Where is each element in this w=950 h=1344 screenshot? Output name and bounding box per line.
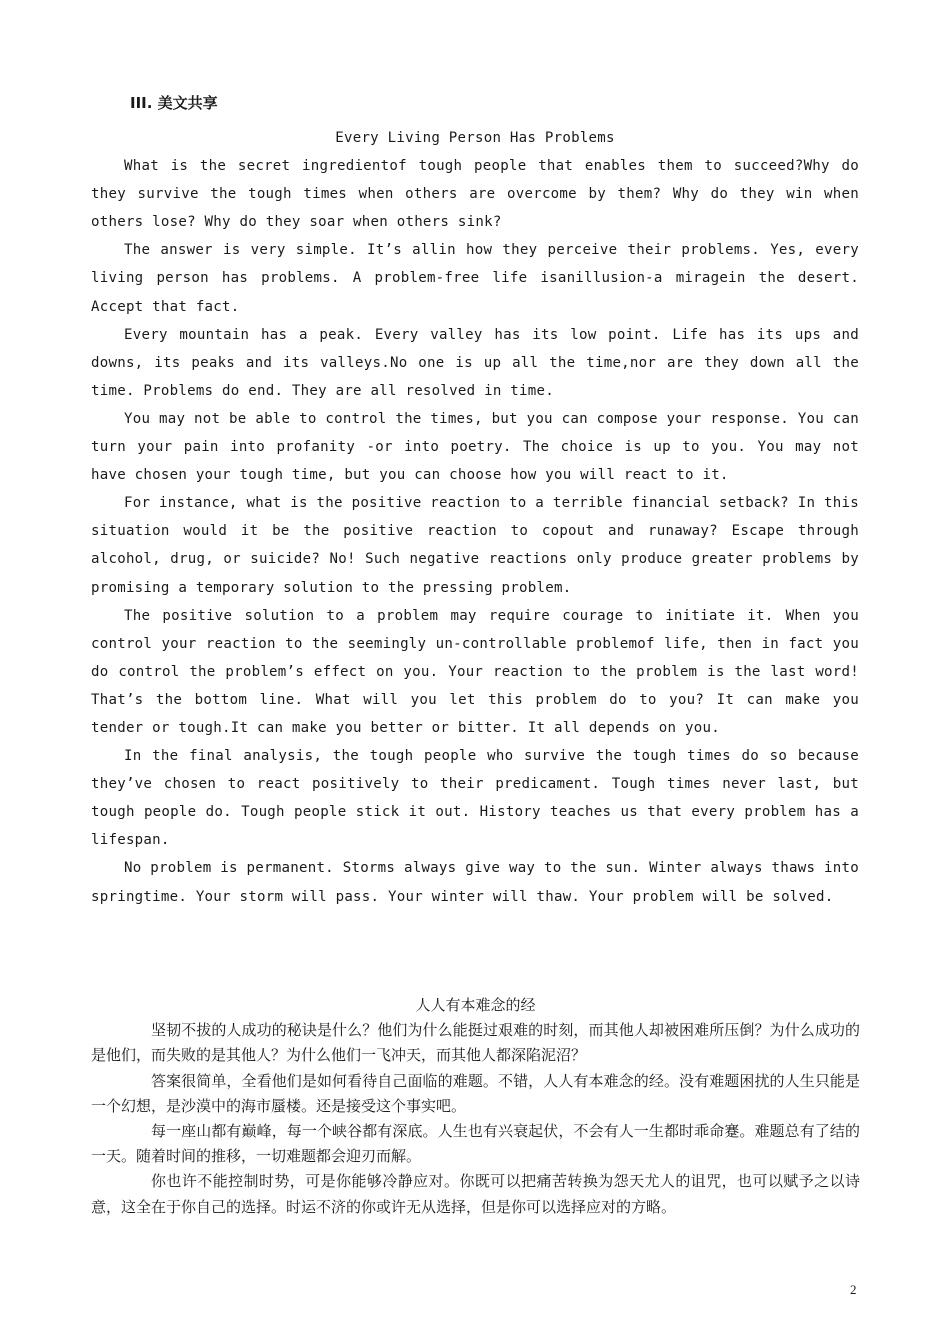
english-paragraph: What is the secret ingredientof tough people that enables them to succeed?Why do they survive the tough times when others are overcome by them? Why do they win when others lose? Why do they soar when others sink?: [91, 158, 859, 231]
english-paragraph: The answer is very simple. It’s allin how they perceive their problems. Yes, every living person has problems. A problem-free life isanillusion-a miragein the desert. Accept that fact.: [91, 242, 859, 315]
chinese-title: 人人有本难念的经: [415, 996, 536, 1014]
chinese-paragraph: 答案很简单，全看他们是如何看待自己面临的难题。不错，人人有本难念的经。没有难题困扰的人生只能是一个幻想，是沙漠中的海市蜃楼。还是接受这个事实吧。: [91, 1071, 860, 1115]
chinese-paragraph: 你也许不能控制时势，可是你能够冷静应对。你既可以把痛苦转换为怨天尤人的诅咒，也可以赋予之以诗意，这全在于你自己的选择。时运不济的你或许无从选择，但是你可以选择应对的方略。: [91, 1172, 860, 1216]
chinese-article: [91, 993, 860, 1220]
english-article: [91, 124, 859, 911]
english-paragraph: In the final analysis, the tough people who survive the tough times do so because they’ve chosen to react positively to their predicament. Tough times never last, but tough people do. Tough people stick it out. History teaches us that every problem has a lifespan.: [91, 748, 859, 849]
chinese-paragraph: 坚韧不拔的人成功的秘诀是什么？他们为什么能挺过艰难的时刻，而其他人却被困难所压倒？为什么成功的是他们，而失败的是其他人？为什么他们一飞冲天，而其他人都深陷泥沼？: [91, 1021, 860, 1065]
english-paragraph: For instance, what is the positive reaction to a terrible financial setback? In this situation would it be the positive reaction to copout and runaway? Escape through alcohol, drug, or suicide? No! Such negative reactions only produce greater problems by promising a temporary solution to the pressing problem.: [91, 495, 859, 596]
english-paragraph: Every mountain has a peak. Every valley has its low point. Life has its ups and downs, its peaks and its valleys.No one is up all the time,nor are they down all the time. Problems do end. They are all resolved in time.: [91, 326, 859, 399]
page-number: 2: [850, 1282, 857, 1297]
english-paragraph: No problem is permanent. Storms always give way to the sun. Winter always thaws into springtime. Your storm will pass. Your winter will thaw. Your problem will be solved.: [91, 860, 859, 905]
english-paragraph: You may not be able to control the times, but you can compose your response. You can turn your pain into profanity -or into poetry. The choice is up to you. You may not have chosen your tough time, but you can choose how you will react to it.: [91, 410, 859, 484]
english-title: Every Living Person Has Problems: [335, 130, 615, 146]
section-heading: III. 美文共享: [130, 94, 218, 112]
english-paragraph: The positive solution to a problem may require courage to initiate it. When you control your reaction to the seemingly un-controllable problemof life, then in fact you do control the problem’s effect on you. Your reaction to the problem is the last word! That’s the bottom line. What will you let this problem do to you? It can make you tender or tough.It can make you better or bitter. It all depends on you.: [91, 607, 859, 736]
chinese-paragraph: 每一座山都有巅峰，每一个峡谷都有深底。人生也有兴衰起伏，不会有人一生都时乖命蹇。难题总有了结的一天。随着时间的推移，一切难题都会迎刃而解。: [91, 1122, 860, 1166]
